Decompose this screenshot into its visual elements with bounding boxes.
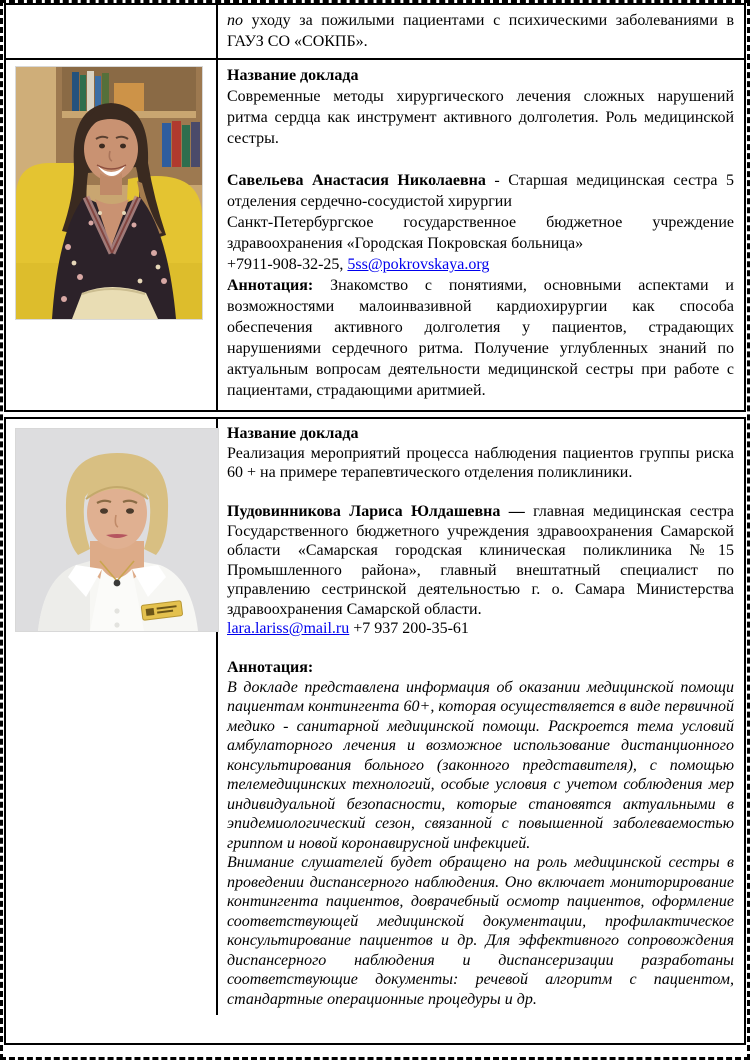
table-row-speaker2 [6,419,744,1015]
table-row-continuation [6,5,744,60]
speaker2-photo [15,428,219,632]
speaker1-organization: Санкт-Петербургское государственное бюджетное учреждение здравоохранения «Городская Покровская больница» [227,214,734,252]
speaker1-email-link[interactable]: 5ss@pokrovskaya.org [347,256,490,273]
speaker2-info-cell [218,419,744,1015]
speaker1-role: - Старшая медицинская сестра 5 отделения сердечно-сосудистой хирургии [227,172,735,210]
row1-text-cell [218,5,744,58]
row1-empty-cell [6,5,218,58]
speaker2-contact-line [227,619,734,639]
speaker2-annotation-para2: Внимание слушателей будет обращено на роль медицинской сестры в проведении диспансерного наблюдения. Оно включает мониторирование контингента пациентов, доврачебный осмотр пациентов, оформление соответствующей медицинской документации, профилактическое консультирование пациентов и др. Для эффективного сопровождения диспансерного наблюдения и диспансеризации разработаны соответствующие документы: речевой алгоритм с пациентом, стандартные операционные процедуры и др. [227,854,734,1008]
speaker2-annotation-para1: В докладе представлена информация об оказании медицинской помощи пациентам контингента 60+, которая осуществляется в виде первичной медико - санитарной медицинской помощи. Раскроется тема условий амбулаторного лечения и возможное использование дистанционного консультирования больного (законного представителя), с помощью телемедицинских технологий, особые условия с учетом соблюдения мер индивидуальной безопасности, которые становятся актуальными в эпидемиологический сезон, связанной с повышенной заболеваемостью гриппом и новой коронавирусной инфекцией. [227,678,734,852]
speaker2-email-link[interactable]: lara.lariss@mail.ru [227,620,350,637]
speaker1-contact-line [227,254,734,275]
table-upper [4,3,746,412]
speaker1-annotation: Аннотация: Знакомство с понятиями, основными аспектами и возможностями малоинвазивной кардиохирургии как способа обеспечения активного долголетия у пациентов, страдающих нарушениями сердечного ритма. Получение углубленных знаний по актуальным вопросам деятельности медицинской сестры при работе с пациентами, страдающими аритмией. [227,277,734,399]
continuation-lead-italic: по [227,12,243,29]
speaker1-photo-cell [6,60,218,410]
speaker2-talk-title: Реализация мероприятий процесса наблюдения пациентов группы риска 60 + на примере терапевтического отделения поликлиники. [227,444,734,481]
speaker1-phone: +7911-908-32-25, [227,256,348,273]
speaker1-heading: Название доклада [227,67,359,84]
speaker1-photo [15,66,203,320]
speaker1-talk-title: Современные методы хирургического лечения сложных нарушений ритма сердца как инструмент активного долголетия. Роль медицинской сестры. [227,88,734,147]
speaker2-annotation-label: Аннотация: [227,659,314,676]
speaker1-info-cell [218,60,744,410]
speaker2-name: Пудовинникова Лариса Юлдашевна — [227,503,525,520]
speaker2-name-line [227,502,734,619]
speaker2-heading: Название доклада [227,425,359,442]
speaker2-phone: +7 937 200-35-61 [349,620,469,637]
table-lower [4,417,746,1045]
speaker1-annotation-label: Аннотация: [227,277,314,294]
continuation-text: по уходу за пожилыми пациентами с психическими заболеваниями в ГАУЗ СО «СОКПБ». [227,12,734,50]
speaker2-role: главная медицинская сестра Государственного бюджетного учреждения здравоохранения Самарской области «Самарская городская клиническая поликлиника №15 Промышленного района», главный внештатный специалист по управлению сестринской деятельностью г. о. Самара Министерства здравоохранения Самарской области. [227,503,734,618]
speaker1-name: Савельева Анастасия Николаевна [227,172,486,189]
table-row-speaker1 [6,60,744,410]
speaker2-photo-cell [6,419,218,1015]
speaker1-name-line [227,170,734,212]
